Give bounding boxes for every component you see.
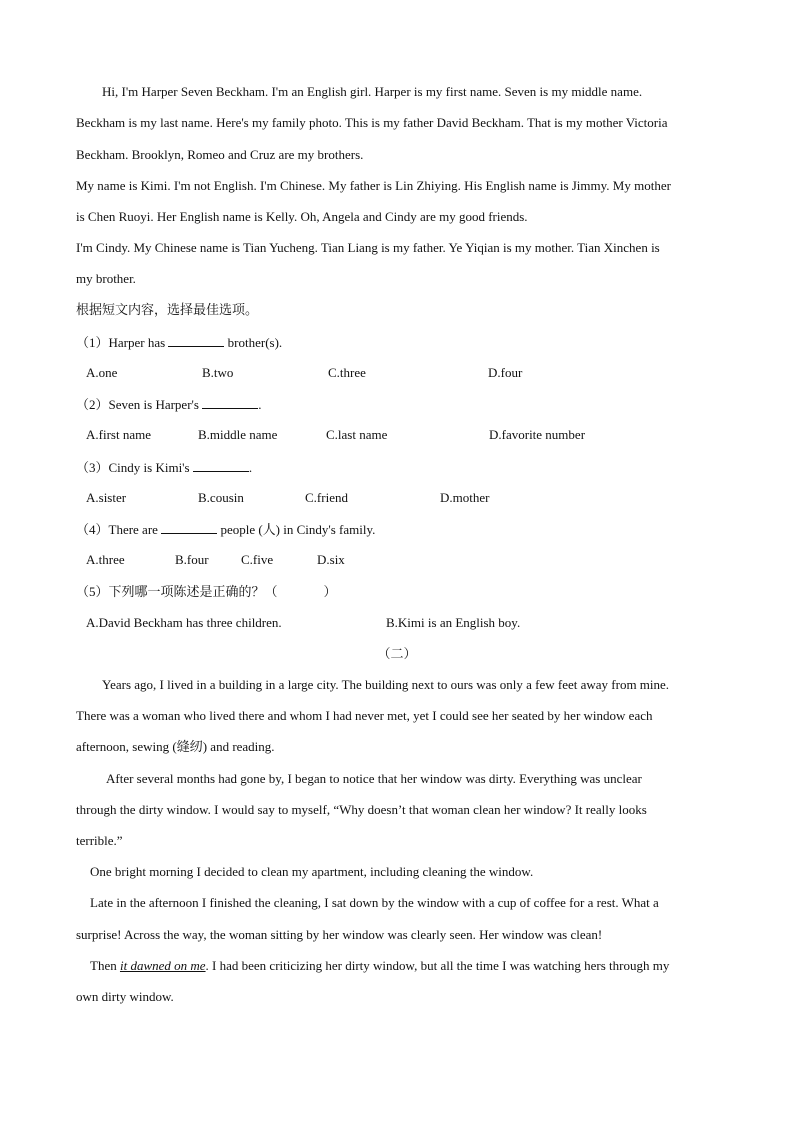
passage2-p4-line2: surprise! Across the way, the woman sitting by her window was clearly seen. Her window was clean! bbox=[76, 927, 603, 942]
section-2-title: （二） bbox=[377, 646, 417, 661]
question-1-prefix: （1）Harper has bbox=[76, 335, 169, 350]
instruction: 根据短文内容，选择最佳选项。 bbox=[76, 302, 259, 317]
question-5-suffix: ） bbox=[323, 584, 337, 599]
q5-option-a[interactable]: A.David Beckham has three children. bbox=[86, 615, 282, 630]
passage1-p3-line2: my brother. bbox=[76, 271, 136, 286]
question-2 bbox=[76, 396, 261, 413]
question-5 bbox=[76, 584, 337, 600]
q3-option-b[interactable]: B.cousin bbox=[198, 490, 244, 505]
answer-blank[interactable] bbox=[161, 521, 217, 534]
passage1-p1-line3: Beckham. Brooklyn, Romeo and Cruz are my brothers. bbox=[76, 147, 364, 162]
q1-option-d[interactable]: D.four bbox=[488, 365, 523, 380]
passage2-p1-line1: Years ago, I lived in a building in a large city. The building next to ours was only a few feet away from mine. bbox=[102, 677, 670, 692]
passage2-p4-line1: Late in the afternoon I finished the cleaning, I sat down by the window with a cup of coffee for a rest. What a bbox=[90, 895, 659, 910]
passage1-p2-line1: My name is Kimi. I'm not English. I'm Chinese. My father is Lin Zhiying. His English name is Jimmy. My mother bbox=[76, 178, 671, 193]
question-3-prefix: （3）Cindy is Kimi's bbox=[76, 460, 193, 475]
passage2-p2-line1: After several months had gone by, I began to notice that her window was dirty. Everything was unclear bbox=[106, 771, 642, 786]
question-2-suffix: . bbox=[258, 397, 262, 412]
q3-option-d[interactable]: D.mother bbox=[440, 490, 490, 505]
passage2-p1-line3: afternoon, sewing (缝纫) and reading. bbox=[76, 739, 275, 754]
q4-option-b[interactable]: B.four bbox=[175, 552, 209, 567]
q4-option-c[interactable]: C.five bbox=[241, 552, 274, 567]
question-1 bbox=[76, 334, 282, 351]
question-3 bbox=[76, 459, 252, 476]
question-1-suffix: brother(s). bbox=[224, 335, 283, 350]
q4-option-a[interactable]: A.three bbox=[86, 552, 125, 567]
question-4-prefix: （4）There are bbox=[76, 522, 162, 537]
q3-option-c[interactable]: C.friend bbox=[305, 490, 348, 505]
question-4 bbox=[76, 521, 375, 538]
q1-option-a[interactable]: A.one bbox=[86, 365, 118, 380]
q5-option-b[interactable]: B.Kimi is an English boy. bbox=[386, 615, 521, 630]
question-4-suffix: people (人) in Cindy's family. bbox=[217, 522, 376, 537]
passage1-p1-line2: Beckham is my last name. Here's my family photo. This is my father David Beckham. That is my mother Victoria bbox=[76, 115, 668, 130]
q2-option-a[interactable]: A.first name bbox=[86, 427, 151, 442]
q1-option-b[interactable]: B.two bbox=[202, 365, 234, 380]
p5-prefix: Then bbox=[90, 958, 120, 973]
q3-option-a[interactable]: A.sister bbox=[86, 490, 127, 505]
passage2-p3: One bright morning I decided to clean my apartment, including cleaning the window. bbox=[90, 864, 534, 879]
passage1-p1-line1: Hi, I'm Harper Seven Beckham. I'm an English girl. Harper is my first name. Seven is my middle name. bbox=[102, 84, 643, 99]
q4-option-d[interactable]: D.six bbox=[317, 552, 345, 567]
passage2-p5-line2: own dirty window. bbox=[76, 989, 174, 1004]
passage2-p2-line2: through the dirty window. I would say to myself, “Why doesn’t that woman clean her window? It really looks bbox=[76, 802, 647, 817]
q2-option-c[interactable]: C.last name bbox=[326, 427, 388, 442]
passage2-p5-line1 bbox=[90, 958, 669, 974]
question-2-prefix: （2）Seven is Harper's bbox=[76, 397, 203, 412]
passage2-p1-line2: There was a woman who lived there and whom I had never met, yet I could see her seated by her window each bbox=[76, 708, 653, 723]
question-5-prefix: （5）下列哪一项陈述是正确的？（ bbox=[76, 584, 278, 599]
passage1-p3-line1: I'm Cindy. My Chinese name is Tian Yucheng. Tian Liang is my father. Ye Yiqian is my mother. Tian Xinchen is bbox=[76, 240, 660, 255]
q2-option-d[interactable]: D.favorite number bbox=[489, 427, 586, 442]
passage2-p2-line3: terrible.” bbox=[76, 833, 123, 848]
answer-blank[interactable] bbox=[202, 396, 258, 409]
passage1-p2-line2: is Chen Ruoyi. Her English name is Kelly. Oh, Angela and Cindy are my good friends. bbox=[76, 209, 528, 224]
q1-option-c[interactable]: C.three bbox=[328, 365, 366, 380]
question-3-suffix: . bbox=[248, 460, 253, 475]
underlined-phrase: it dawned on me bbox=[119, 958, 206, 973]
answer-blank[interactable] bbox=[168, 334, 224, 347]
answer-blank[interactable] bbox=[193, 459, 249, 472]
p5-suffix: . I had been criticizing her dirty window, but all the time I was watching hers through my bbox=[205, 958, 670, 973]
q2-option-b[interactable]: B.middle name bbox=[198, 427, 278, 442]
